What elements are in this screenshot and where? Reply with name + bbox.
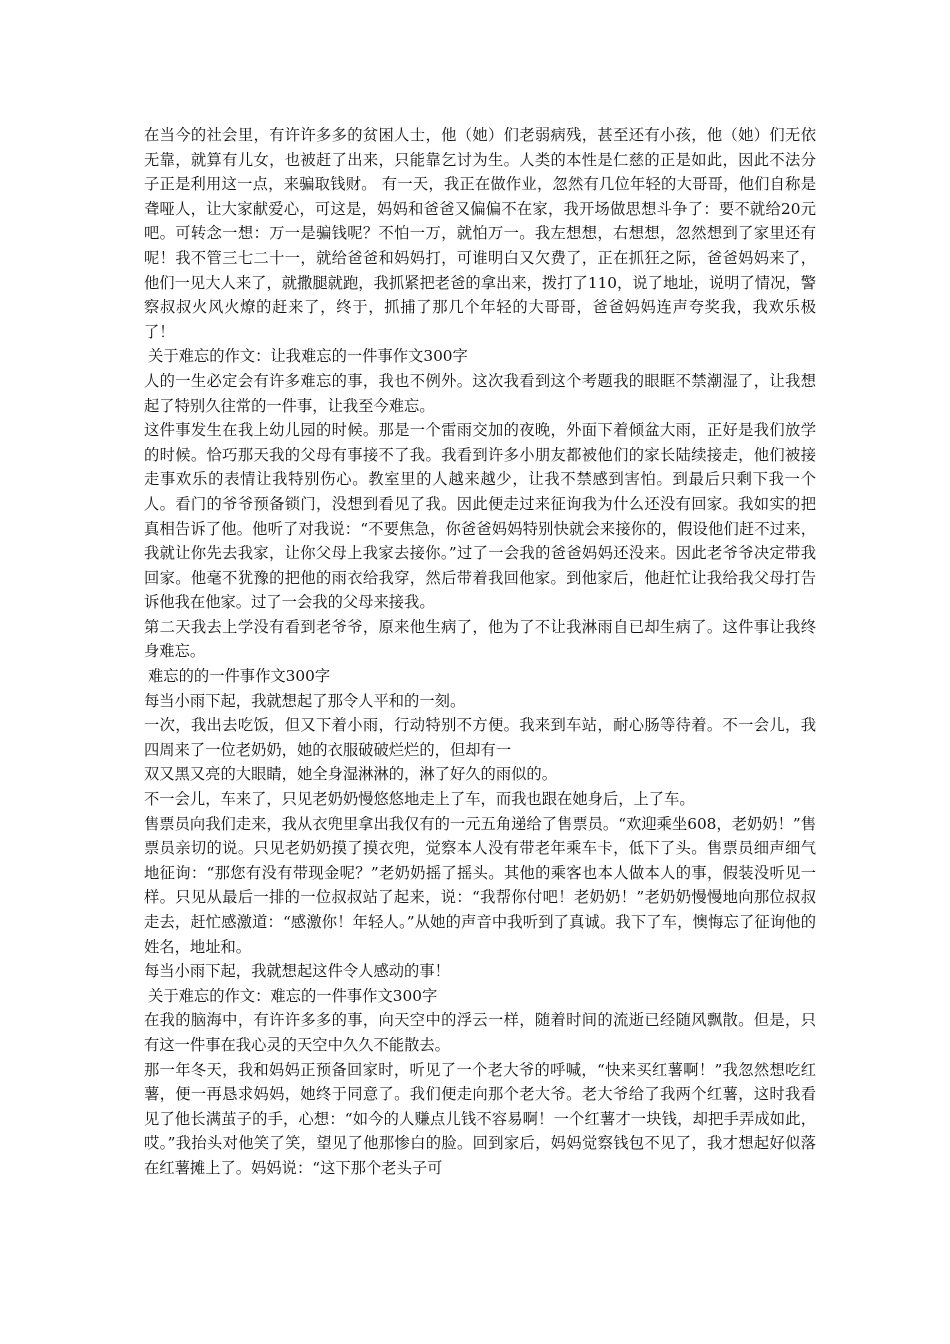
- paragraph: 售票员向我们走来，我从衣兜里拿出我仅有的一元五角递给了售票员。“欢迎乘坐608，老奶奶！”售票员亲切的说。只见老奶奶摸了摸衣兜，觉察本人没有带老年乘车卡，低下了头。售票员细声细气地征询：“那您有没有带现金呢？”老奶奶摇了摇头。其他的乘客也本人做本人的事，假装没听见一样。只见从最后一排的一位叔叔站了起来，说：“我帮你付吧！老奶奶！”老奶奶慢慢地向那位叔叔走去，赶忙感激道：“感激你！年轻人。”从她的声音中我听到了真诚。我下了车，懊悔忘了征询他的姓名，地址和。: [144, 814, 817, 956]
- paragraph: 每当小雨下起，我就想起了那令人平和的一刻。: [144, 691, 466, 710]
- paragraph: 人的一生必定会有许多难忘的事，我也不例外。这次我看到这个考题我的眼眶不禁潮湿了，让我想起了特别久往常的一件事，让我至今难忘。: [144, 371, 816, 415]
- essay-heading: 关于难忘的作文：难忘的一件事作文300字: [148, 986, 438, 1005]
- paragraph: 不一会儿，车来了，只见老奶奶慢悠悠地走上了车，而我也跟在她身后，上了车。: [144, 790, 695, 809]
- paragraph: 在我的脑海中，有许许多多的事，向天空中的浮云一样，随着时间的流逝已经随风飘散。但是，只有这一件事在我心灵的天空中久久不能散去。: [144, 1011, 816, 1054]
- paragraph-continuation: 双又黑又亮的大眼睛，她全身湿淋淋的，淋了好久的雨似的。: [144, 765, 558, 784]
- paragraph: 在当今的社会里，有许许多多的贫困人士，他（她）们老弱病残，甚至还有小孩，他（她）们无依无靠，就算有儿女，也被赶了出来，只能靠乞讨为生。人类的本性是仁慈的正是如此，因此不法分子正是利用这一点，来骗取钱财。 有一天，我正在做作业，忽然有几位年轻的大哥哥，他们自称是聋哑人，让大家献爱心，可这是，妈妈和爸爸又偏偏不在家，我开场做思想斗争了：要不就给20元吧。可转念一想：万一是骗钱呢？不怕一万，就怕万一。我左想想，右想想，忽然想到了家里还有呢！我不管三七二十一，就给爸爸和妈妈打，可谁明白又欠费了，正在抓狂之际，爸爸妈妈来了，他们一见大人来了，就撒腿就跑，我抓紧把老爸的拿出来，拨打了110，说了地址，说明了情况，警察叔叔火风火燎的赶来了，终于，抓捕了那几个年轻的大哥哥，爸爸妈妈连声夸奖我，我欢乐极了！: [144, 126, 816, 341]
- paragraph: 一次，我出去吃饭，但又下着小雨，行动特别不方便。我来到车站，耐心肠等待着。不一会儿，我四周来了一位老奶奶，她的衣服破破烂烂的，但却有一: [144, 716, 816, 759]
- paragraph: 这件事发生在我上幼儿园的时候。那是一个雷雨交加的夜晚，外面下着倾盆大雨，正好是我们放学的时候。恰巧那天我的父母有事接不了我。我看到许多小朋友都被他们的家长陆续接走，他们被接走事欢乐的表情让我特别伤心。教室里的人越来越少，让我不禁感到害怕。到最后只剩下我一个人。看门的爷爷预备锁门，没想到看见了我。因此便走过来征询我为什么还没有回家。我如实的把真相告诉了他。他听了对我说：“不要焦急，你爸爸妈妈特别快就会来接你的，假设他们赶不过来，我就让你先去我家，让你父母上我家去接你。”过了一会我的爸爸妈妈还没来。因此老爷爷决定带我回家。他毫不犹豫的把他的雨衣给我穿，然后带着我回他家。到他家后，他赶忙让我给我父母打告诉他我在他家。过了一会我的父母来接我。: [144, 421, 816, 612]
- essay-heading: 难忘的的一件事作文300字: [148, 667, 331, 686]
- paragraph: 第二天我去上学没有看到老爷爷，原来他生病了，他为了不让我淋雨自已却生病了。这件事让我终身难忘。: [144, 617, 816, 661]
- document-body: [144, 123, 816, 1181]
- paragraph: 每当小雨下起，我就想起这件令人感动的事！: [144, 962, 450, 981]
- paragraph: 那一年冬天，我和妈妈正预备回家时，听见了一个老大爷的呼喊，“快来买红薯啊！”我忽然想吃红薯，便一再恳求妈妈，她终于同意了。我们便走向那个老大爷。老大爷给了我两个红薯，这时我看见了他长满茧子的手，心想：“如今的人赚点儿钱不容易啊！一个红薯才一块钱，却把手弄成如此，哎。”我抬头对他笑了笑，望见了他那惨白的脸。回到家后，妈妈觉察钱包不见了，我才想起好似落在红薯摊上了。妈妈说：“这下那个老头子可: [144, 1060, 816, 1177]
- essay-heading: 关于难忘的作文：让我难忘的一件事作文300字: [148, 347, 468, 366]
